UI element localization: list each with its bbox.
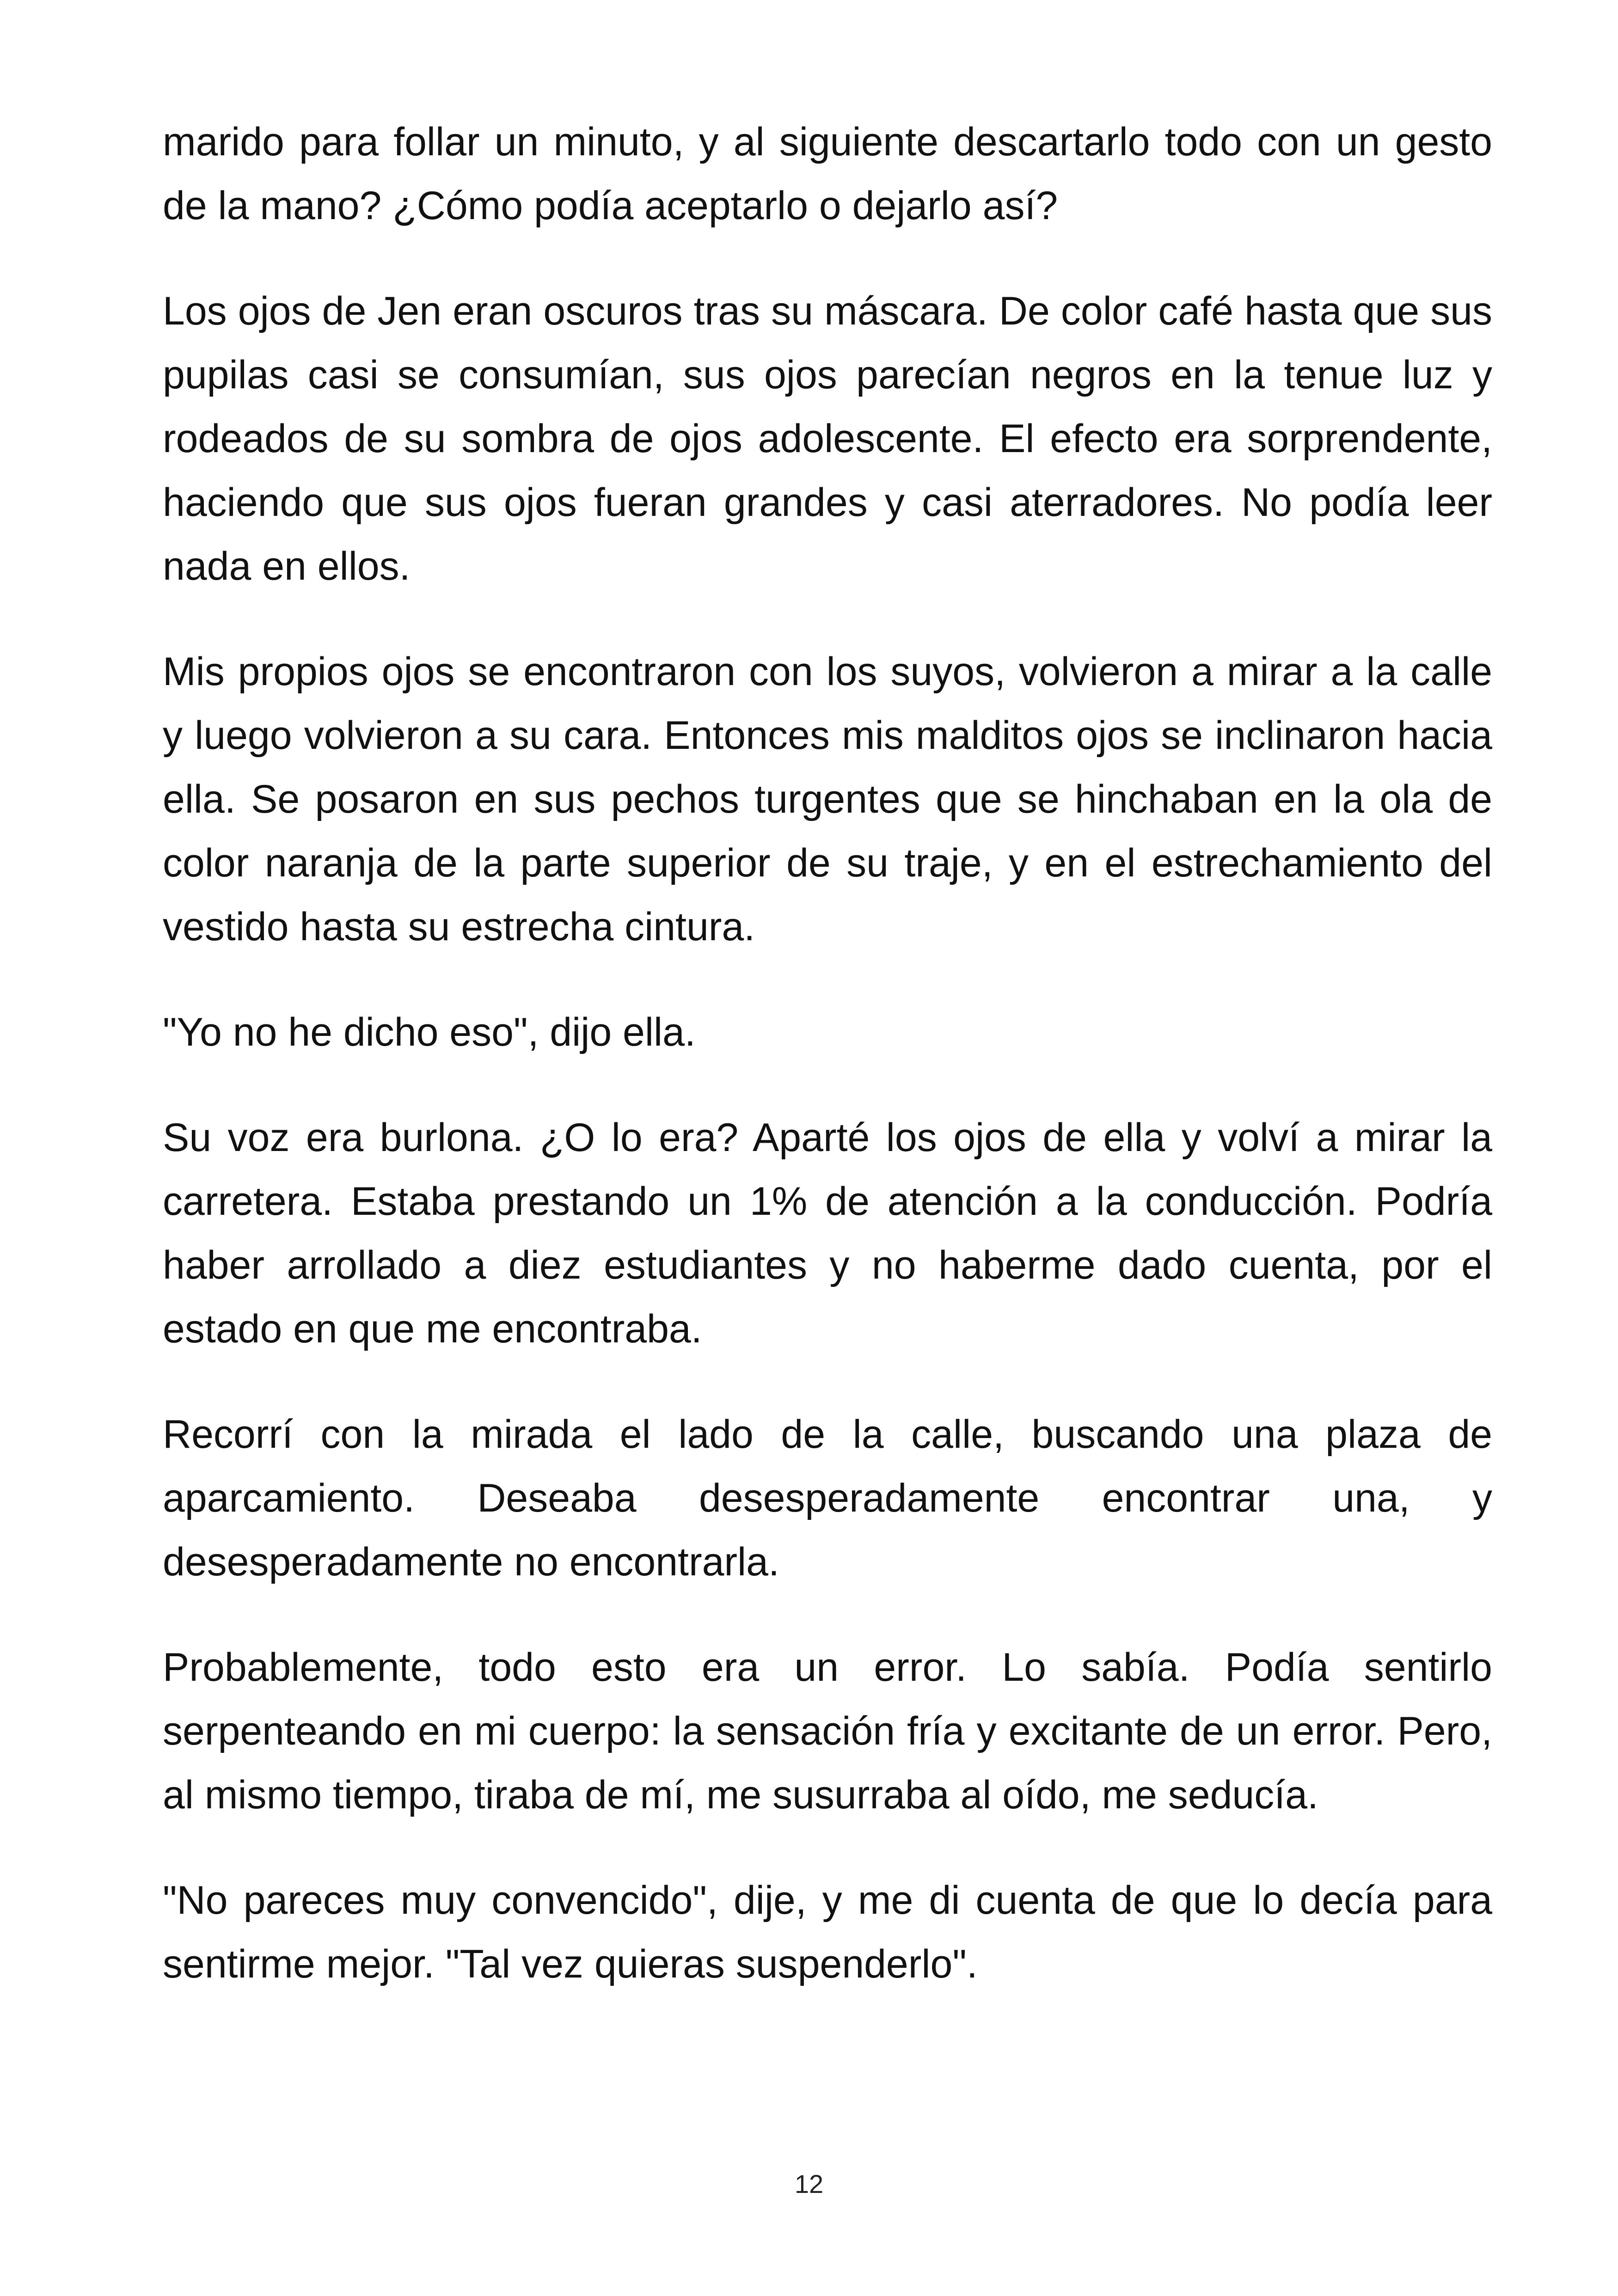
paragraph: Recorrí con la mirada el lado de la calle, buscando una plaza de aparcamiento. Deseaba desesperadamente encontrar una, y desesperadamente no encontrarla. [163, 1412, 1492, 1584]
paragraph: marido para follar un minuto, y al siguiente descartarlo todo con un gesto de la mano? ¿Cómo podía aceptarlo o dejarlo así? [163, 120, 1492, 228]
paragraph: Probablemente, todo esto era un error. Lo sabía. Podía sentirlo serpenteando en mi cuerpo: la sensación fría y excitante de un error. Pero, al mismo tiempo, tiraba de mí, me susurraba al oído, me seducía. [163, 1645, 1492, 1817]
paragraph: "Yo no he dicho eso", dijo ella. [163, 1010, 696, 1054]
page-number: 12 [794, 2169, 824, 2198]
paragraph: Mis propios ojos se encontraron con los suyos, volvieron a mirar a la calle y luego volvieron a su cara. Entonces mis malditos ojos se inclinaron hacia ella. Se posaron en sus pechos turgentes que se hinchaban en la ola de color naranja de la parte superior de su traje, y en el estrechamiento del vestido hasta su estrecha cintura. [163, 649, 1492, 949]
paragraph: Su voz era burlona. ¿O lo era? Aparté los ojos de ella y volví a mirar la carretera. Estaba prestando un 1% de atención a la conducción. Podría haber arrollado a diez estudiantes y no haberme dado cuenta, por el estado en que me encontraba. [163, 1115, 1492, 1351]
paragraph: Los ojos de Jen eran oscuros tras su máscara. De color café hasta que sus pupilas casi se consumían, sus ojos parecían negros en la tenue luz y rodeados de su sombra de ojos adolescente. El efecto era sorprendente, haciendo que sus ojos fueran grandes y casi aterradores. No podía leer nada en ellos. [163, 289, 1492, 588]
paragraph: "No pareces muy convencido", dije, y me di cuenta de que lo decía para sentirme mejor. "Tal vez quieras suspenderlo". [163, 1878, 1492, 1986]
body-text [163, 110, 1492, 2038]
